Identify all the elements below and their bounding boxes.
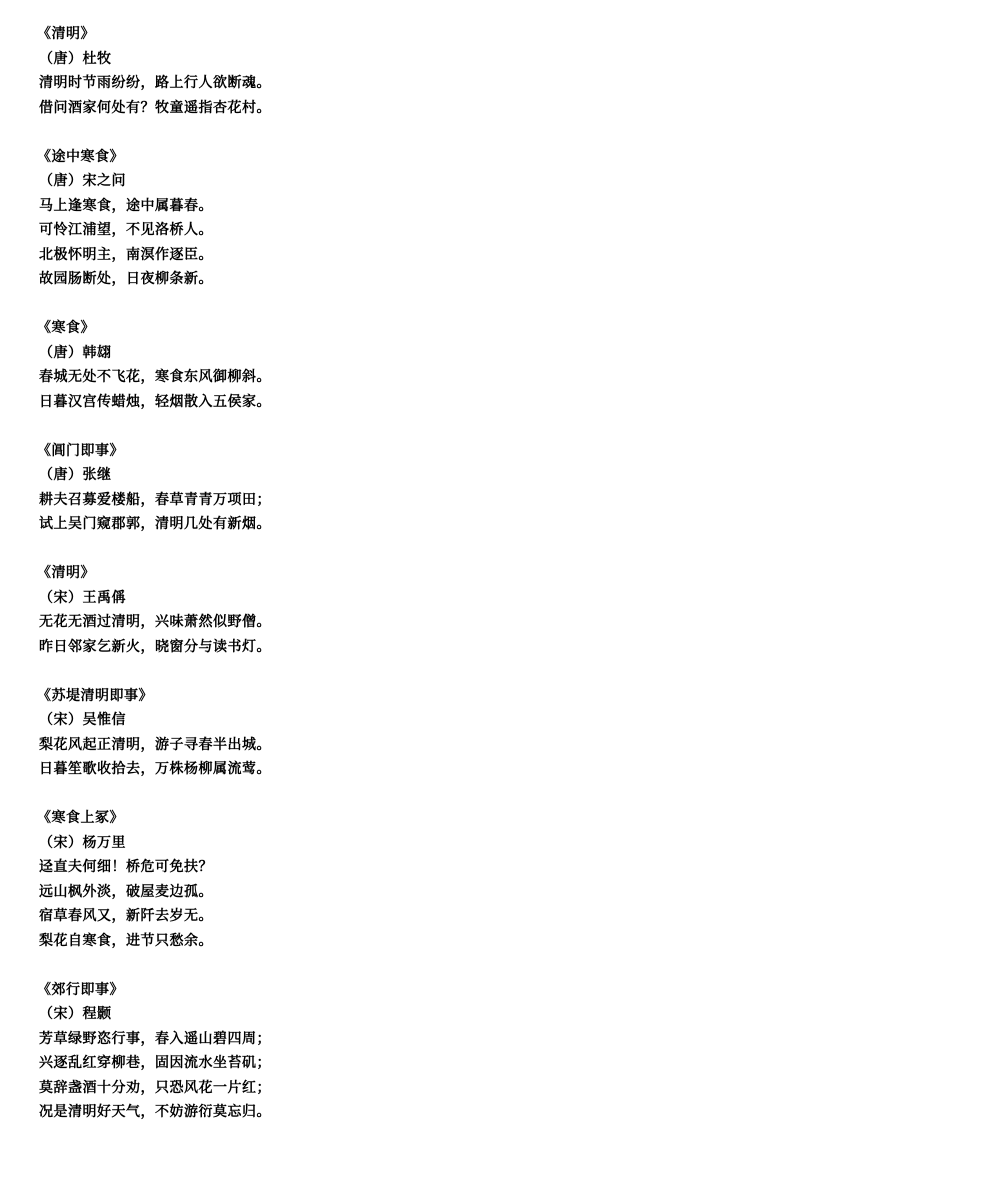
poem-line: 梨花风起正清明，游子寻春半出城。 [39, 736, 271, 753]
poem-line: 日暮汉宫传蜡烛，轻烟散入五侯家。 [39, 393, 271, 410]
poem-title: 《阊门即事》 [37, 442, 124, 459]
poem [39, 22, 939, 120]
poem-line: 故园肠断处，日夜柳条新。 [39, 271, 213, 287]
poem-author: （宋）吴惟信 [39, 712, 126, 728]
poem-author: （宋）王禹偁 [39, 589, 126, 606]
poem-document [39, 22, 939, 1149]
poem-title: 《苏堤清明即事》 [37, 687, 153, 704]
poem-title: 《寒食》 [37, 320, 95, 336]
poem [39, 684, 939, 782]
poem-line: 昨日邻家乞新火，晓窗分与读书灯。 [39, 638, 271, 655]
poem-line: 耕夫召募爱楼船，春草青青万项田； [39, 491, 271, 508]
poem-line: 日暮笙歌收拾去，万株杨柳属流莺。 [39, 761, 271, 777]
poem-line: 马上逢寒食，途中属暮春。 [39, 197, 213, 214]
poem-line: 无花无酒过清明，兴味萧然似野僧。 [39, 614, 271, 630]
poem-author: （宋）杨万里 [39, 834, 126, 851]
poem-author: （唐）韩翃 [39, 344, 112, 361]
poem [39, 561, 939, 659]
poem-title: 《郊行即事》 [37, 981, 124, 998]
poem-line: 春城无处不飞花，寒食东风御柳斜。 [39, 369, 271, 385]
poem-line: 兴逐乱红穿柳巷，固因流水坐苔矶； [39, 1055, 271, 1071]
poem-line: 清明时节雨纷纷，路上行人欲断魂。 [39, 75, 271, 91]
poem-author: （宋）程颢 [39, 1006, 112, 1022]
poem-line: 北极怀明主，南溟作逐臣。 [39, 246, 213, 263]
poem-title: 《途中寒食》 [37, 148, 124, 165]
poem-author: （唐）宋之问 [39, 173, 126, 189]
poem-title: 《清明》 [37, 565, 95, 581]
poem-author: （唐）张继 [39, 467, 112, 483]
poem-title: 《寒食上冢》 [37, 810, 124, 826]
poem-line: 试上吴门窥郡郭，清明几处有新烟。 [39, 516, 271, 532]
poem-author: （唐）杜牧 [39, 50, 112, 67]
poem-line: 宿草春风又，新阡去岁无。 [39, 908, 213, 924]
poem [39, 145, 939, 292]
poem-line: 莫辞盏酒十分劝，只恐风花一片红； [39, 1079, 271, 1096]
poem [39, 316, 939, 414]
poem-line: 梨花自寒食，进节只愁余。 [39, 932, 213, 949]
poem-line: 芳草绿野恣行事，春入遥山碧四周； [39, 1030, 271, 1047]
poem [39, 806, 939, 953]
poem-line: 迳直夫何细！桥危可免扶？ [39, 859, 213, 875]
poem-line: 可怜江浦望，不见洛桥人。 [39, 222, 213, 238]
poem-line: 况是清明好天气，不妨游衍莫忘归。 [39, 1104, 271, 1120]
poem-line: 借问酒家何处有？牧童遥指杏花村。 [39, 99, 271, 116]
poem-line: 远山枫外淡，破屋麦边孤。 [39, 883, 213, 900]
poem-title: 《清明》 [37, 26, 95, 42]
poem [39, 439, 939, 537]
poem [39, 978, 939, 1125]
